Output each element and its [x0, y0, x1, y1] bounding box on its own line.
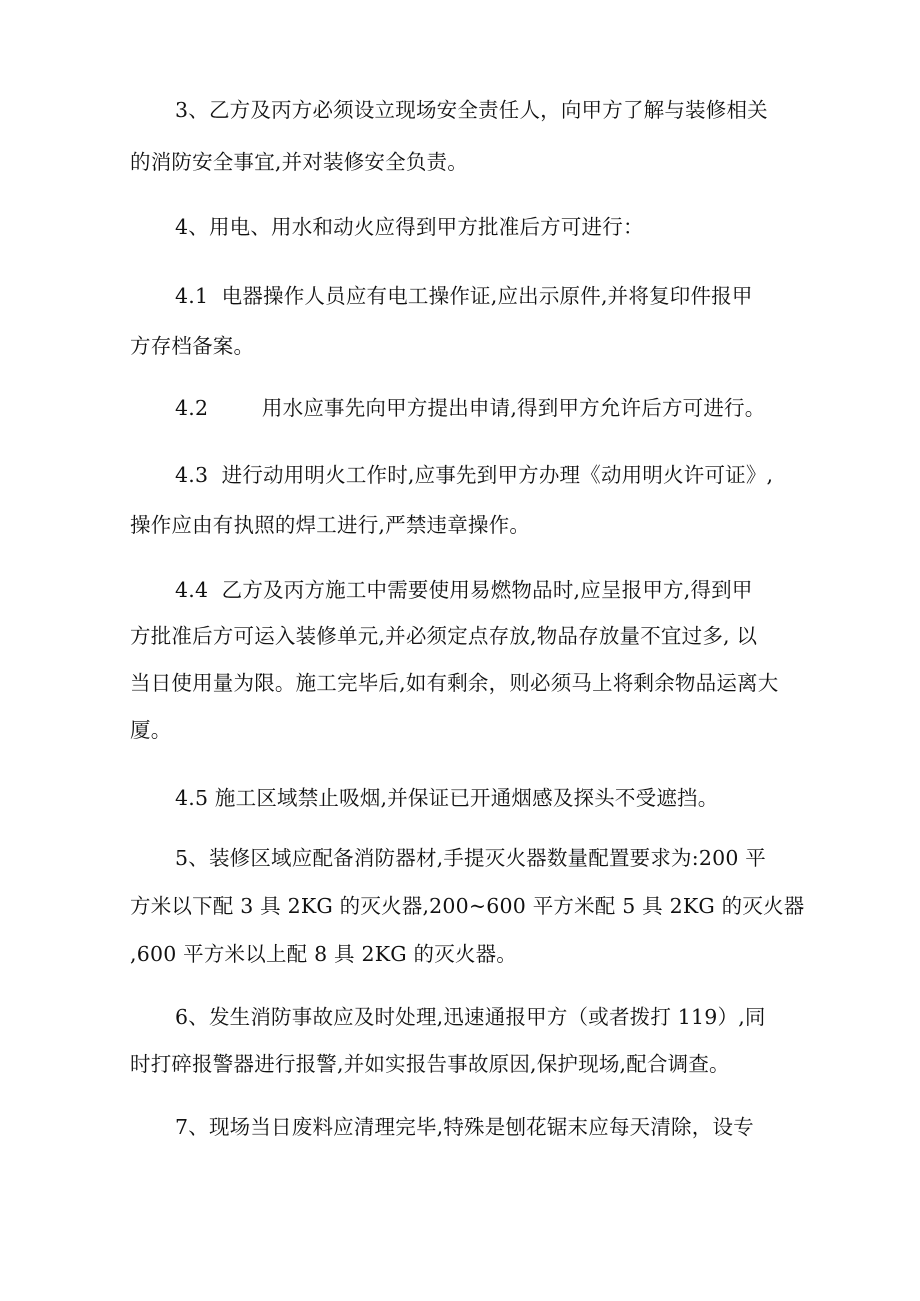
text-line: 方存档备案。: [130, 334, 255, 358]
text-line: 4.1 电器操作人员应有电工操作证,应出示原件,并将复印件报甲: [175, 284, 753, 308]
text-line: 的消防安全事宜,并对装修安全负责。: [130, 150, 468, 174]
text-line: 6、发生消防事故应及时处理,迅速通报甲方（或者拨打 119）,同: [175, 1005, 766, 1029]
text-line: 5、装修区域应配备消防器材,手提灭火器数量配置要求为:200 平: [175, 846, 767, 870]
text-line: 4.2 用水应事先向甲方提出申请,得到甲方允许后方可进行。: [175, 396, 766, 420]
text-line: ,600 平方米以上配 8 具 2KG 的灭火器。: [130, 942, 518, 966]
text-line: 4、用电、用水和动火应得到甲方批准后方可进行：: [175, 215, 644, 239]
text-line: 4.5 施工区域禁止吸烟,并保证已开通烟感及探头不受遮挡。: [175, 786, 719, 810]
text-line: 3、乙方及丙方必须设立现场安全责任人，向甲方了解与装修相关: [175, 98, 768, 122]
text-line: 厦。: [130, 718, 172, 742]
text-line: 7、现场当日废料应清理完毕,特殊是刨花锯末应每天清除，设专: [175, 1115, 754, 1139]
text-line: 时打碎报警器进行报警,并如实报告事故原因,保护现场,配合调查。: [130, 1052, 730, 1076]
text-line: 方批准后方可运入装修单元,并必须定点存放,物品存放量不宜过多, 以: [130, 624, 758, 648]
text-line: 4.4 乙方及丙方施工中需要使用易燃物品时,应呈报甲方,得到甲: [175, 578, 753, 602]
text-line: 方米以下配 3 具 2KG 的灭火器,200~600 平方米配 5 具 2KG 的灭火器: [130, 894, 805, 918]
text-line: 操作应由有执照的焊工进行,严禁违章操作。: [130, 513, 531, 537]
text-line: 当日使用量为限。施工完毕后,如有剩余，则必须马上将剩余物品运离大: [130, 671, 779, 695]
text-line: 4.3 进行动用明火工作时,应事先到甲方办理《动用明火许可证》,: [175, 463, 774, 487]
